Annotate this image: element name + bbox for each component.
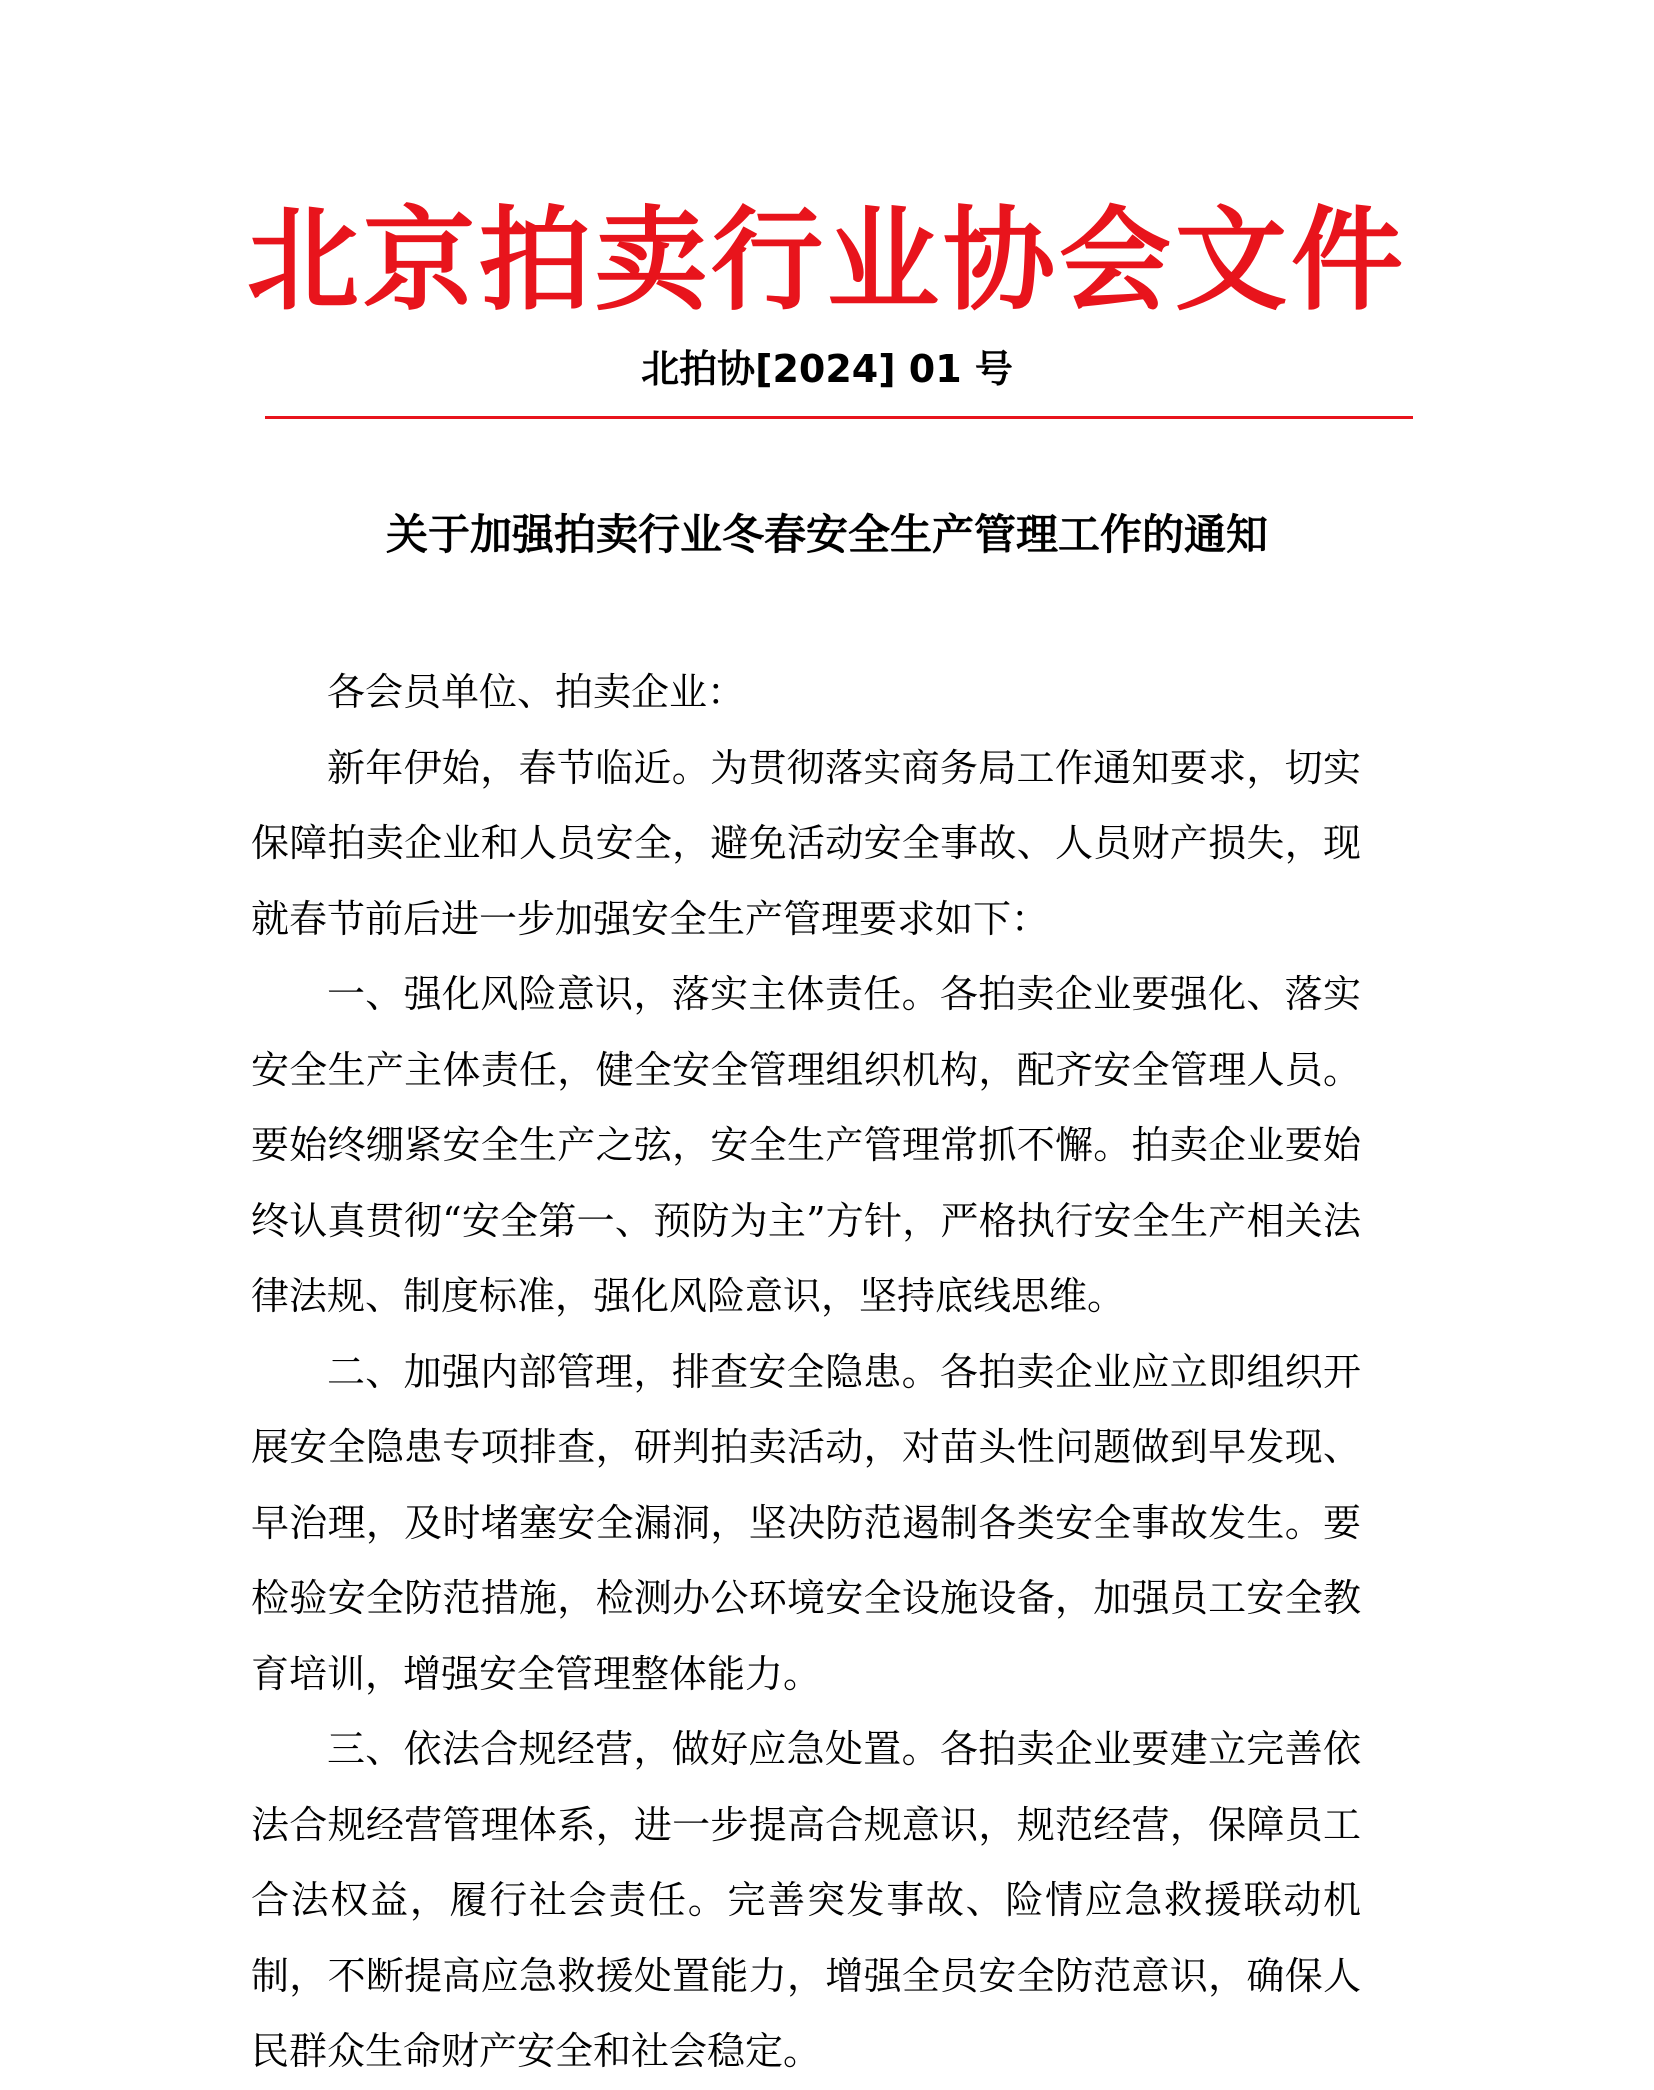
paragraph-intro: 新年伊始，春节临近。为贯彻落实商务局工作通知要求，切实保障拍卖企业和人员安全，避免活动安全事故、人员财产损失，现就春节前后进一步加强安全生产管理要求如下： (251, 745, 1361, 941)
salutation: 各会员单位、拍卖企业： (327, 670, 746, 714)
paragraph-section-1: 一、强化风险意识，落实主体责任。各拍卖企业要强化、落实安全生产主体责任，健全安全管理组织机构，配齐安全管理人员。要始终绷紧安全生产之弦，安全生产管理常抓不懈。拍卖企业要始终认真贯彻“安全第一、预防为主”方针，严格执行安全生产相关法律法规、制度标准，强化风险意识，坚持底线思维。 (251, 972, 1361, 1318)
paragraph-section-3: 三、依法合规经营，做好应急处置。各拍卖企业要建立完善依法合规经营管理体系，进一步提高合规意识，规范经营，保障员工合法权益，履行社会责任。完善突发事故、险情应急救援联动机制，不断提高应急救援处置能力，增强全员安全防范意识，确保人民群众生命财产安全和社会稳定。 (251, 1727, 1361, 2073)
notice-title: 关于加强拍卖行业冬春安全生产管理工作的通知 (385, 510, 1268, 559)
document-number: 北拍协[2024] 01 号 (641, 347, 1013, 391)
org-header-title: 北京拍卖行业协会文件 (247, 195, 1407, 326)
red-separator-line (265, 416, 1413, 419)
paragraph-section-2: 二、加强内部管理，排查安全隐患。各拍卖企业应立即组织开展安全隐患专项排查，研判拍卖活动，对苗头性问题做到早发现、早治理，及时堵塞安全漏洞，坚决防范遏制各类安全事故发生。要检验安全防范措施，检测办公环境安全设施设备，加强员工安全教育培训，增强安全管理整体能力。 (251, 1349, 1361, 1696)
notice-body (251, 655, 1361, 2090)
